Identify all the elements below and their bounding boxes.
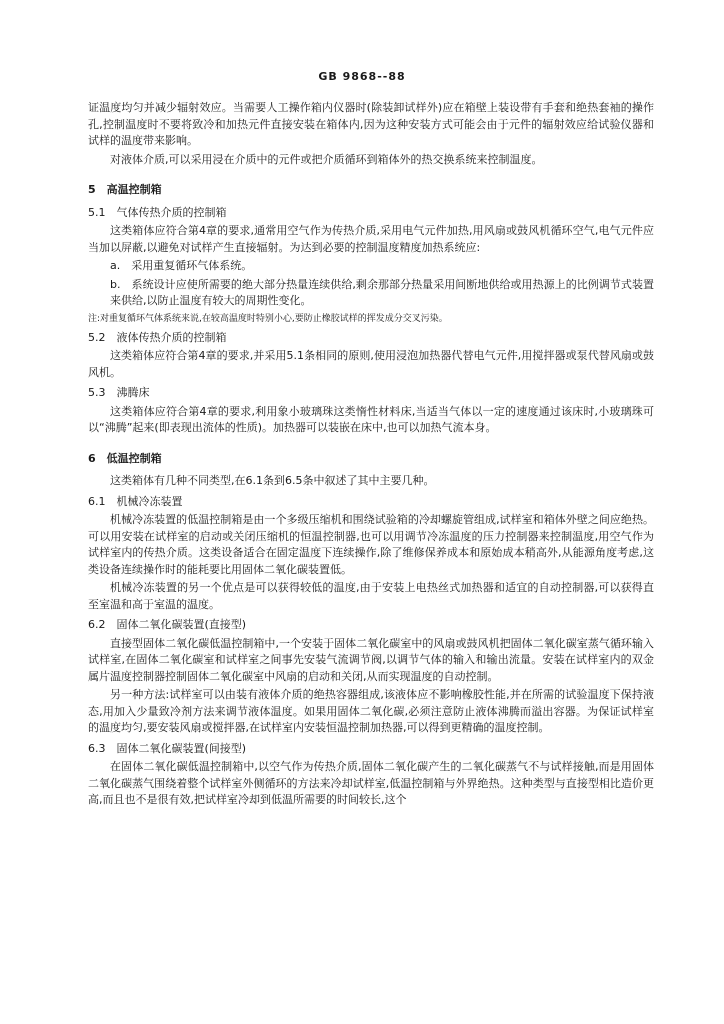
paragraph: 直接型固体二氧化碳低温控制箱中,一个安装于固体二氧化碳室中的风扇或鼓风机把固体二氧化碳室蒸气循环输入试样室,在固体二氧化碳室和试样室之间事先安装气流调节阀,以调节气体的输入和输出流量。安装在试样室内的双金属片温度控制器控制固体二氧化碳室中风扇的启动和关闭,从而实现温度的自动控制。 bbox=[88, 636, 654, 683]
section-heading: 6 低温控制箱 bbox=[88, 451, 162, 465]
list-item: a. 采用重复循环气体系统。 bbox=[110, 259, 253, 272]
subsection-heading: 6.1 机械冷冻装置 bbox=[88, 494, 183, 508]
paragraph: 对液体介质,可以采用浸在介质中的元件或把介质循环到箱体外的热交换系统来控制温度。 bbox=[110, 152, 543, 166]
paragraph: 另一种方法:试样室可以由装有液体介质的绝热容器组成,该液体应不影响橡胶性能,并在所需的试验温度下保持液态,用加入少量致冷剂方法来调节液体温度。如果用固体二氧化碳,必须注意防止液体沸腾而溢出容器。为保证试样室的温度均匀,要安装风扇或搅拌器,在试样室内安装恒温控制加热器,可以得到更精确的温度控制。 bbox=[88, 688, 654, 734]
note-text: 注:对重复循环气体系统来说,在较高温度时特别小心,要防止橡胶试样的挥发成分交叉污染。 bbox=[88, 313, 448, 324]
subsection-heading: 5.3 沸腾床 bbox=[88, 386, 150, 399]
list-item: b. 系统设计应使所需要的绝大部分热量连续供给,剩余那部分热量采用间断地供给或用热源上的比例调节式装置来供给,以防止温度有较大的周期性变化。 bbox=[110, 277, 654, 307]
subsection-heading: 5.2 液体传热介质的控制箱 bbox=[88, 330, 227, 344]
subsection-heading: 6.3 固体二氧化碳装置(间接型) bbox=[88, 741, 247, 755]
paragraph: 这类箱体应符合第4章的要求,通常用空气作为传热介质,采用电气元件加热,用风扇或鼓风机循环空气,电气元件应当加以屏蔽,以避免对试样产生直接辐射。为达到必要的控制温度精度加热系统应: bbox=[88, 224, 654, 254]
subsection-heading: 5.1 气体传热介质的控制箱 bbox=[88, 205, 227, 219]
standard-number-header: GB 9868--88 bbox=[318, 70, 406, 83]
paragraph: 这类箱体应符合第4章的要求,并采用5.1条相同的原则,使用浸泡加热器代替电气元件,用搅拌器或泵代替风扇或鼓风机。 bbox=[88, 349, 654, 379]
subsection-heading: 6.2 固体二氧化碳装置(直接型) bbox=[88, 618, 247, 631]
paragraph: 在固体二氧化碳低温控制箱中,以空气作为传热介质,固体二氧化碳产生的二氧化碳蒸气不与试样接触,而是用固体二氧化碳蒸气围绕着整个试样室外侧循环的方法来冷却试样室,低温控制箱与外界绝热。这种类型与直接型相比造价更高,而且也不是很有效,把试样室冷却到低温所需要的时间较长,这个 bbox=[88, 760, 654, 806]
document-body bbox=[88, 100, 654, 811]
paragraph: 机械冷冻装置的另一个优点是可以获得较低的温度,由于安装上电热丝式加热器和适宜的自动控制器,可以获得直至室温和高于室温的温度。 bbox=[88, 581, 654, 611]
paragraph: 这类箱体有几种不同类型,在6.1条到6.5条中叙述了其中主要几种。 bbox=[110, 474, 435, 487]
paragraph: 这类箱体应符合第4章的要求,利用象小玻璃珠这类惰性材料床,当适当气体以一定的速度通过该床时,小玻璃珠可以“沸腾”起来(即表现出流体的性质)。加热器可以装嵌在床中,也可以加热气流本身。 bbox=[88, 404, 654, 434]
section-heading: 5 高温控制箱 bbox=[88, 183, 162, 196]
paragraph: 证温度均匀并减少辐射效应。当需要人工操作箱内仪器时(除装卸试样外)应在箱壁上装设带有手套和绝热套袖的操作孔,控制温度时不要将致冷和加热元件直接安装在箱体内,因为这种安装方式可能会由于元件的辐射效应给试验仪器和试样的温度带来影响。 bbox=[88, 101, 654, 147]
paragraph: 机械冷冻装置的低温控制箱是由一个多级压缩机和围绕试验箱的冷却螺旋管组成,试样室和箱体外壁之间应绝热。可以用安装在试样室的启动或关闭压缩机的恒温控制器,也可以用调节冷冻温度的压力控制器来控制温度,用空气作为试样室内的传热介质。这类设备适合在固定温度下连续操作,除了维修保养成本和原始成本稍高外,从能源角度考虑,这类设备连续操作时的能耗要比用固体二氧化碳装置低。 bbox=[88, 513, 654, 576]
